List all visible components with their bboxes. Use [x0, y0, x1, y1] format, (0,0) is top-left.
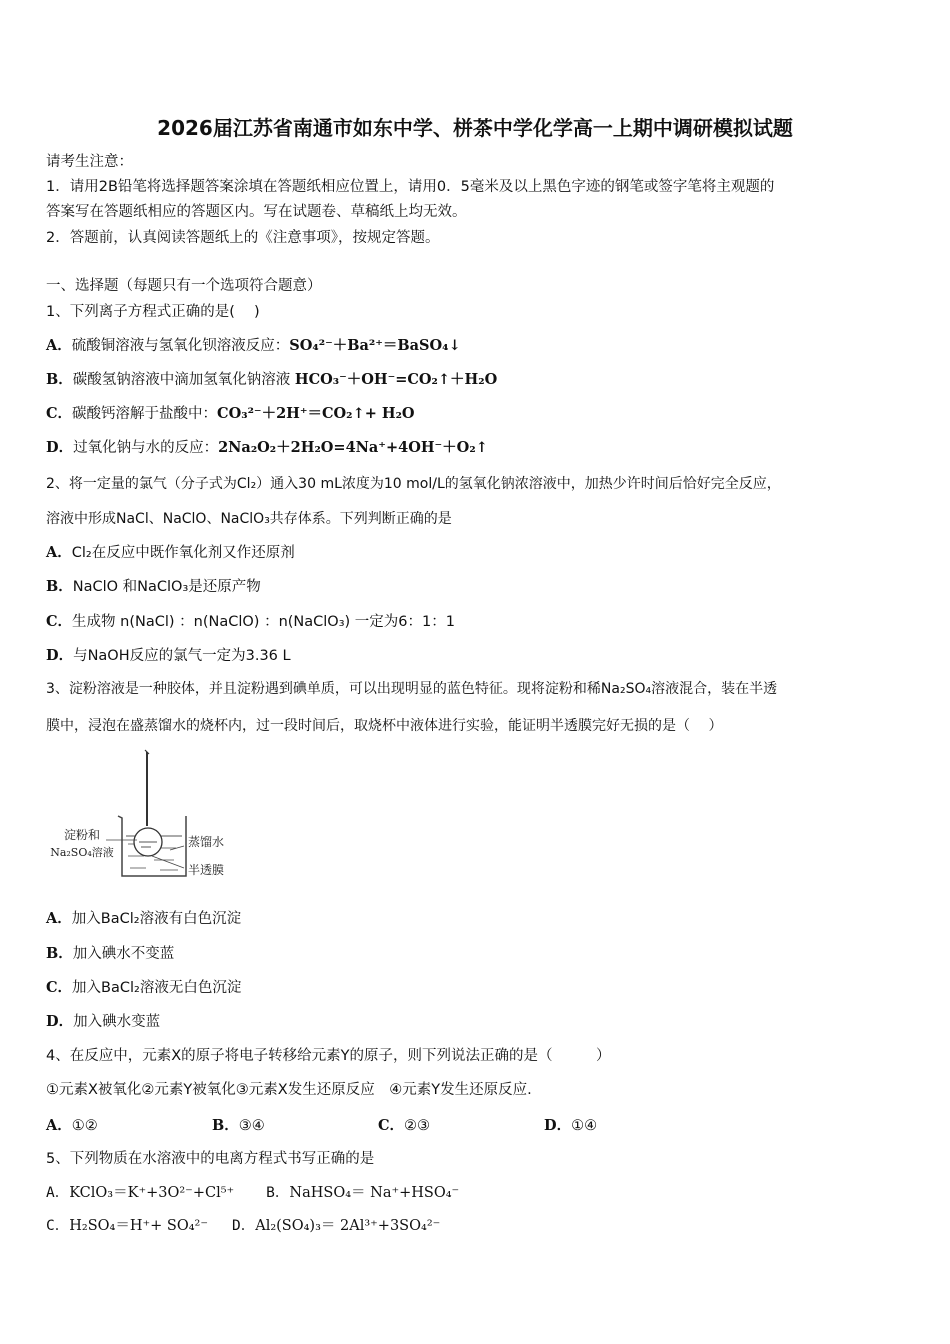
option-text: 与NaOH反应的氯气一定为3.36 L [73, 648, 291, 664]
option-label: C． [378, 1117, 405, 1134]
diagram-label-membrane: 半透膜 [188, 863, 225, 877]
question-1-option-c [46, 404, 415, 424]
diagram-label-na2so4: Na₂SO₄溶液 [50, 846, 114, 859]
question-2-stem-line-1: 2、将一定量的氯气（分子式为Cl₂）通入30 mL浓度为10 mol/L的氢氧化钠浓溶液中，加热少许时间后恰好完全反应， [46, 476, 781, 492]
notice-item-1-cont: 答案写在答题纸相应的答题区内。写在试题卷、草稿纸上均无效。 [46, 204, 467, 220]
question-5-option-b-text: NaHSO₄＝ Na⁺+HSO₄⁻ [289, 1185, 460, 1201]
option-label: D． [46, 439, 74, 456]
question-1-option-b [46, 370, 497, 390]
option-text: 过氧化钠与水的反应： [73, 440, 219, 456]
question-4-options [46, 1114, 710, 1135]
question-1-stem: 1、下列离子方程式正确的是( ) [46, 304, 260, 320]
question-1-option-d [46, 438, 488, 458]
dialysis-diagram [44, 748, 240, 884]
option-text: 碳酸氢钠溶液中滴加氢氧化钠溶液 [72, 372, 295, 388]
option-label: D． [46, 647, 74, 664]
option-text: ①② [71, 1118, 98, 1134]
option-label: B． [212, 1117, 239, 1134]
question-4-option-c [378, 1114, 544, 1135]
option-text: 生成物 n(NaCl) ：n(NaClO) ：n(NaClO₃) 一定为6：1：1 [72, 614, 455, 630]
option-label: B． [46, 578, 73, 595]
question-3-stem-line-2: 膜中，浸泡在盛蒸馏水的烧杯内，过一段时间后，取烧杯中液体进行实验，能证明半透膜完好无损的是（ ） [46, 718, 723, 734]
option-text: NaClO 和NaClO₃是还原产物 [72, 579, 261, 595]
question-3-option-b [46, 944, 174, 964]
option-text: ①④ [571, 1118, 598, 1134]
option-label: B． [46, 945, 73, 962]
option-label: C． [46, 405, 73, 422]
notice-heading: 请考生注意： [46, 154, 133, 170]
question-5-option-d-text: Al₂(SO₄)₃＝ 2Al³⁺+3SO₄²⁻ [255, 1218, 441, 1234]
option-text: 加入碘水不变蓝 [72, 946, 175, 962]
question-5-option-d-label: D． [231, 1218, 256, 1234]
option-text: 硫酸铜溶液与氢氧化钡溶液反应： [71, 338, 290, 354]
option-text: 加入BaCl₂溶液无白色沉淀 [72, 980, 242, 996]
option-formula: SO₄²⁻＋Ba²⁺＝BaSO₄↓ [289, 337, 461, 354]
option-label: C． [46, 979, 73, 996]
option-formula: HCO₃⁻＋OH⁻=CO₂↑＋H₂O [294, 371, 498, 388]
option-text: 加入BaCl₂溶液有白色沉淀 [71, 911, 242, 927]
notice-item-2: 2．答题前，认真阅读答题纸上的《注意事项》，按规定答题。 [46, 230, 440, 246]
option-label: A． [46, 337, 72, 354]
question-2-option-a [46, 543, 295, 563]
option-label: A． [46, 1117, 72, 1134]
option-label: D． [544, 1117, 572, 1134]
question-2-stem-line-2: 溶液中形成NaCl、NaClO、NaClO₃共存体系。下列判断正确的是 [46, 511, 452, 527]
question-5-options-row-2 [46, 1216, 440, 1236]
question-5-option-b-label: B． [266, 1185, 290, 1201]
option-text: ③④ [238, 1118, 265, 1134]
question-3-option-a [46, 909, 241, 929]
page-title: 2026届江苏省南通市如东中学、栟茶中学化学高一上期中调研模拟试题 [157, 116, 793, 140]
question-5-option-c-label: C． [46, 1218, 70, 1234]
option-text: ②③ [404, 1118, 431, 1134]
question-3-stem-line-1: 3、淀粉溶液是一种胶体，并且淀粉遇到碘单质，可以出现明显的蓝色特征。现将淀粉和稀Na₂SO₄溶液混合，装在半透 [46, 681, 778, 697]
option-label: C． [46, 613, 73, 630]
question-4-option-b [212, 1114, 378, 1135]
option-formula: CO₃²⁻＋2H⁺＝CO₂↑+ H₂O [217, 405, 415, 422]
question-4-stem: 4、在反应中，元素X的原子将电子转移给元素Y的原子，则下列说法正确的是（ ） [46, 1048, 611, 1064]
question-5-stem: 5、下列物质在水溶液中的电离方程式书写正确的是 [46, 1151, 375, 1167]
diagram-label-distilled-water: 蒸馏水 [188, 835, 225, 849]
option-label: A． [46, 544, 72, 561]
section-heading: 一、选择题（每题只有一个选项符合题意） [46, 278, 322, 294]
question-1-option-a [46, 336, 461, 356]
question-2-option-d [46, 646, 291, 666]
question-5-option-a-text: KClO₃＝K⁺+3O²⁻+Cl⁵⁺ [69, 1185, 235, 1201]
question-5-option-c-text: H₂SO₄＝H⁺+ SO₄²⁻ [69, 1218, 208, 1234]
question-4-option-d [544, 1114, 710, 1135]
question-4-option-a [46, 1114, 212, 1135]
question-5-option-a-label: A． [46, 1185, 70, 1201]
question-3-option-d [46, 1012, 160, 1032]
question-4-statements: ①元素X被氧化②元素Y被氧化③元素X发生还原反应 ④元素Y发生还原反应. [46, 1082, 532, 1098]
option-label: A． [46, 910, 72, 927]
option-text: Cl₂在反应中既作氧化剂又作还原剂 [71, 545, 295, 561]
question-2-option-c [46, 612, 455, 632]
notice-item-1: 1．请用2B铅笔将选择题答案涂填在答题纸相应位置上，请用0．5毫米及以上黑色字迹的钢笔或签字笔将主观题的 [46, 179, 775, 195]
question-3-option-c [46, 978, 241, 998]
option-text: 加入碘水变蓝 [73, 1014, 161, 1030]
beaker-illustration [44, 748, 240, 884]
option-label: B． [46, 371, 73, 388]
diagram-label-starch: 淀粉和 [63, 828, 101, 842]
option-formula: 2Na₂O₂＋2H₂O=4Na⁺+4OH⁻＋O₂↑ [218, 439, 488, 456]
question-5-options-row-1 [46, 1183, 459, 1203]
option-text: 碳酸钙溶解于盐酸中： [72, 406, 218, 422]
question-2-option-b [46, 577, 261, 597]
option-label: D． [46, 1013, 74, 1030]
